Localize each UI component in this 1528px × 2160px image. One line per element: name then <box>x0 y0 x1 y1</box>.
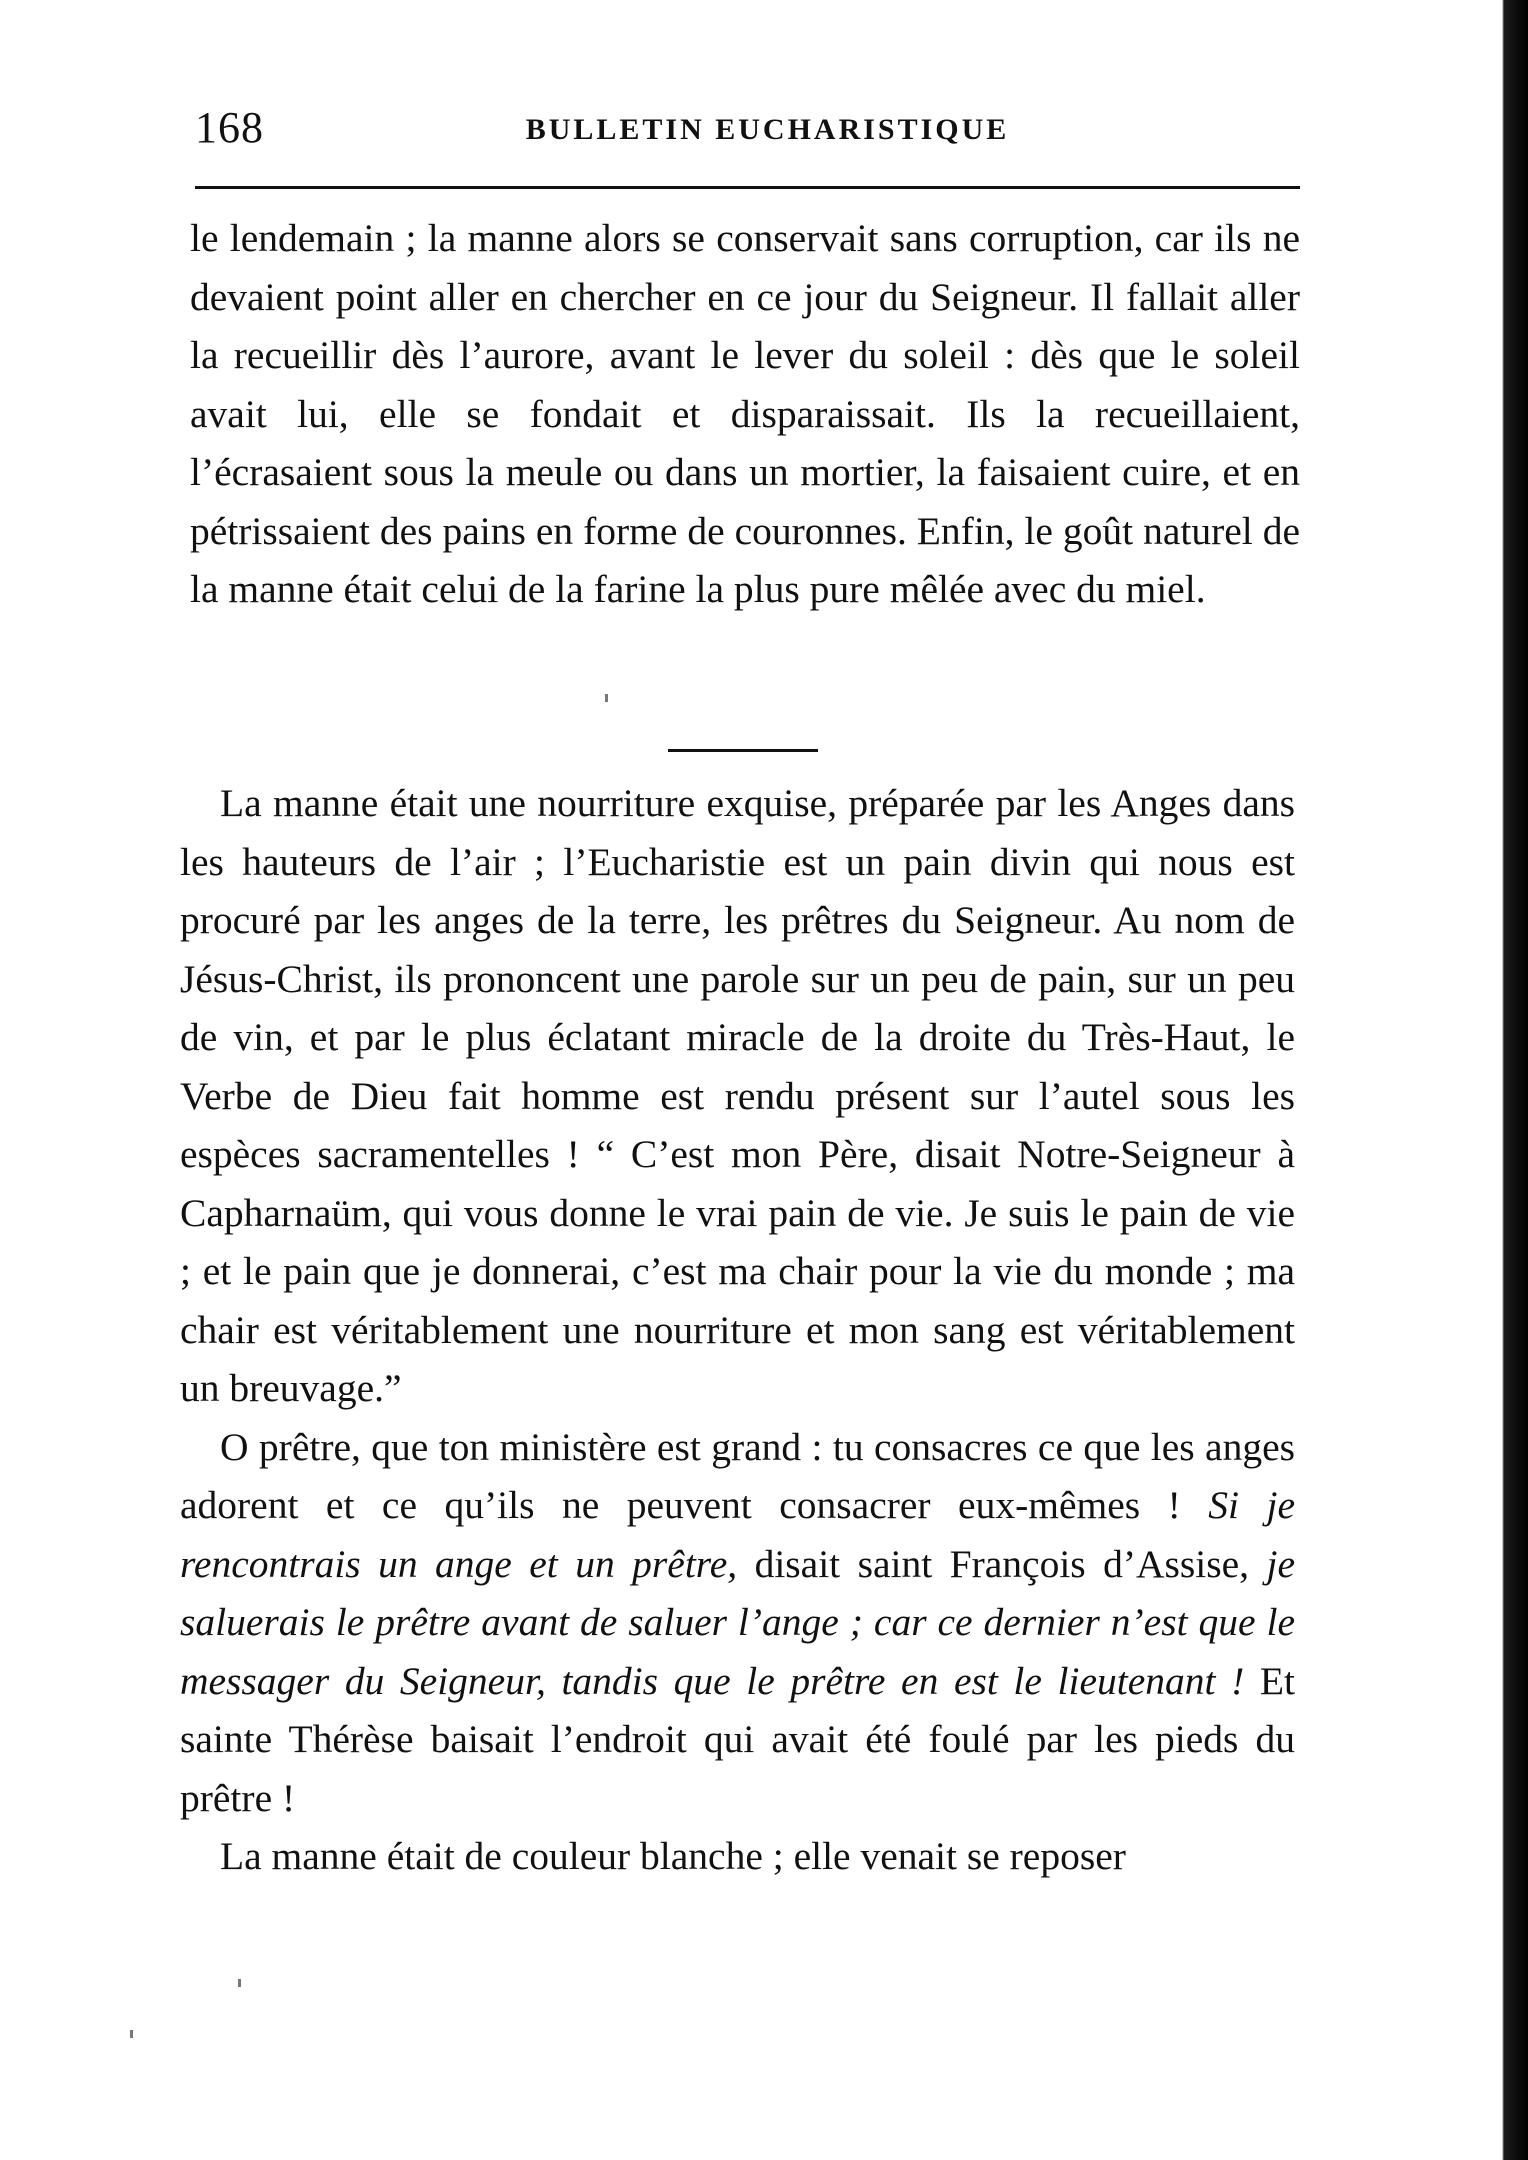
running-title: BULLETIN EUCHARISTIQUE <box>525 113 1010 146</box>
page-number: 168 <box>195 103 264 152</box>
page-edge-shadow <box>1490 0 1528 2160</box>
page-header <box>195 100 1300 160</box>
paragraph-priest <box>180 1418 1295 1828</box>
paragraph-priest-quote-1: Si je rencontrais un ange et un prêtre, <box>180 1483 1296 1586</box>
paragraph-continuation: le lendemain ; la manne alors se conservait sans corruption, car ils ne devaient point aller en chercher en ce jour du Seigneur. Il fallait aller la recueillir dès l’aurore, avant le lever du soleil : dès que le soleil avait lui, elle se fondait et disparaissait. Ils la recueillaient, l’écrasaient sous la meule ou dans un mortier, la faisaient cuire, et en pétrissaient des pains en forme de couronnes. Enfin, le goût naturel de la manne était celui de la farine la plus pure mêlée avec du miel. <box>190 216 1300 611</box>
paragraph-manna-color: La manne était de couleur blanche ; elle venait se reposer <box>220 1834 1126 1878</box>
scan-speck <box>605 694 608 702</box>
header-rule <box>195 186 1300 189</box>
paragraph-priest-text-2: disait saint François d’Assise, <box>737 1541 1267 1586</box>
text-block-top <box>190 209 1300 619</box>
section-separator <box>668 749 818 752</box>
paragraph-manna-eucharist: La manne était une nourriture exquise, préparée par les Anges dans les hauteurs de l’air ; l’Eucharistie est un pain divin qui nous est procuré par les anges de la terre, les prêtres du Seigneur. Au nom de Jésus-Christ, ils prononcent une parole sur un peu de pain, sur un peu de vin, et par le plus éclatant miracle de la droite du Très-Haut, le Verbe de Dieu fait homme est rendu présent sur l’autel sous les espèces sacramentelles ! “ C’est mon Père, disait Notre-Seigneur à Capharnaüm, qui vous donne le vrai pain de vie. Je suis le pain de vie ; et le pain que je donnerai, c’est ma chair pour la vie du monde ; ma chair est véritablement une nourriture et mon sang est véritablement un breuvage.” <box>180 781 1295 1410</box>
paragraph-priest-text-1: O prêtre, que ton ministère est grand : tu consacres ce que les anges adorent et ce qu’ils ne peuvent consacrer eux-mêmes ! <box>180 1424 1295 1527</box>
scan-speck <box>130 2030 133 2038</box>
scan-speck <box>238 1979 241 1987</box>
paragraph-priest-text-3: Et sainte Thérèse baisait l’endroit qui avait été foulé par les pieds du prêtre ! <box>180 1658 1295 1820</box>
paragraph-priest-quote-2: je saluerais le prêtre avant de saluer l’ange ; car ce dernier n’est que le messager du Seigneur, tandis que le prêtre en est le lieutenant ! <box>180 1541 1295 1703</box>
text-block-main <box>180 774 1295 1886</box>
